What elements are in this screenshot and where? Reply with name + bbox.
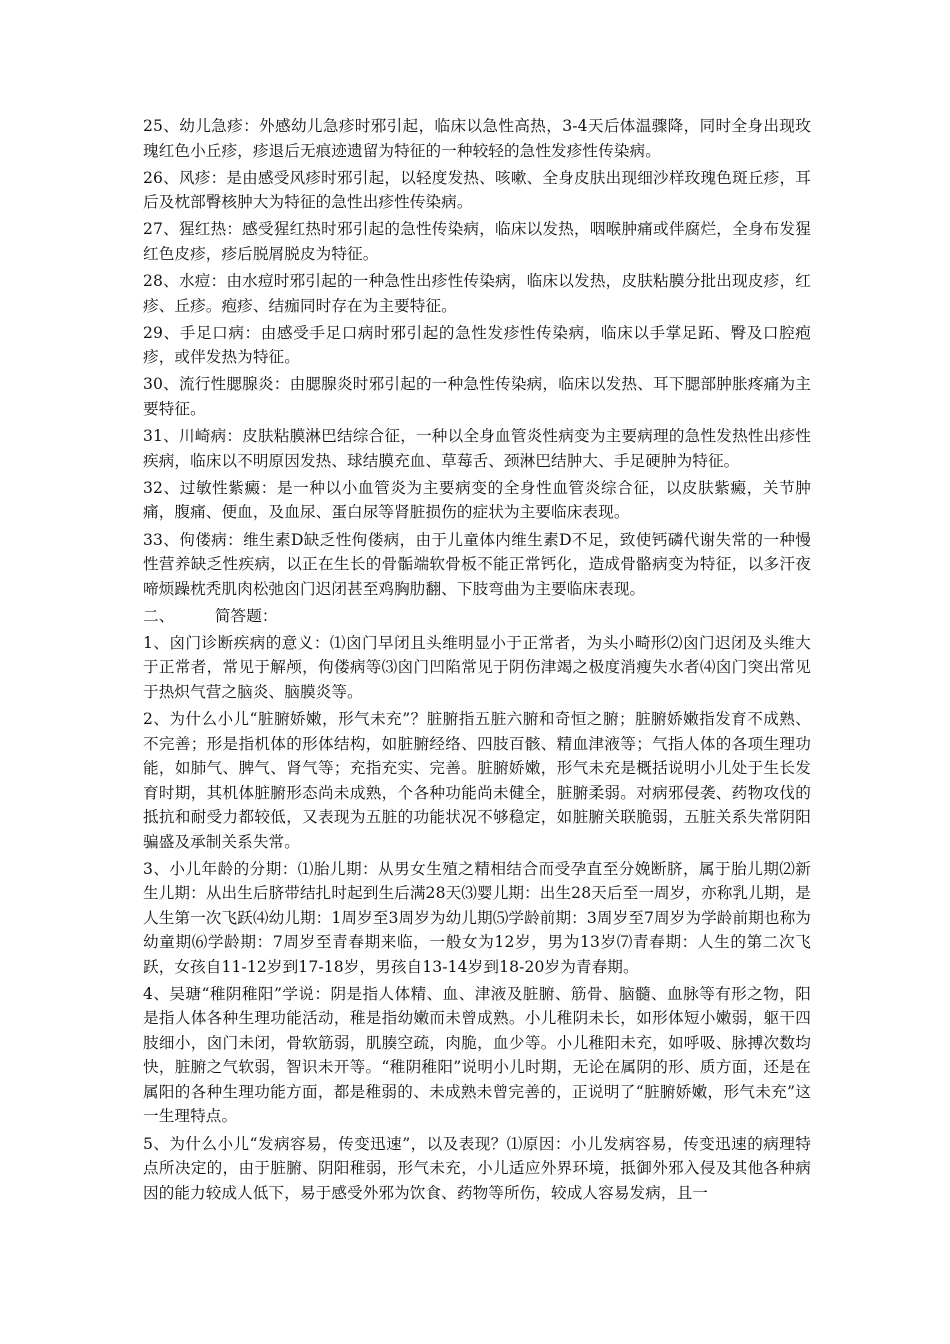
definition-item: 27、猩红热：感受猩红热时邪引起的急性传染病，临床以发热，咽喉肿痛或伴腐烂，全身布发猩红色皮疹，疹后脱屑脱皮为特征。 (143, 220, 811, 263)
section-heading: 二、 简答题： (143, 606, 278, 625)
document-page (143, 114, 811, 1208)
definition-item: 26、风疹：是由感受风疹时邪引起，以轻度发热、咳嗽、全身皮肤出现细沙样玫瑰色斑丘疹，耳后及枕部臀核肿大为特征的急性出疹性传染病。 (143, 168, 811, 212)
definitions-section (143, 114, 811, 601)
definition-item: 33、佝偻病：维生素D缺乏性佝偻病，由于儿童体内维生素D不足，致使钙磷代谢失常的一种慢性营养缺乏性疾病，以正在生长的骨骺端软骨板不能正常钙化，造成骨骼病变为特征，以多汗夜啼烦躁枕秃肌肉松弛囟门迟闭甚至鸡胸肋翻、下肢弯曲为主要临床表现。 (143, 530, 811, 598)
answer-item: 1、囟门诊断疾病的意义：⑴囟门早闭且头维明显小于正常者，为头小畸形⑵囟门迟闭及头维大于正常者，常见于解颅，佝偻病等⑶囟门凹陷常见于阴伤津竭之极度消瘦失水者⑷囟门突出常见于热炽气营之脑炎、脑膜炎等。 (143, 633, 811, 701)
definition-item: 32、过敏性紫癜：是一种以小血管炎为主要病变的全身性血管炎综合征，以皮肤紫癜，关节肿痛，腹痛、便血，及血尿、蛋白尿等肾脏损伤的症状为主要临床表现。 (143, 478, 811, 522)
answer-item: 5、为什么小儿“发病容易，传变迅速”，以及表现？⑴原因：小儿发病容易，传变迅速的病理特点所决定的，由于脏腑、阴阳稚弱，形气未充，小儿适应外界环境，抵御外邪入侵及其他各种病因的能力较成人低下，易于感受外邪为饮食、药物等所伤，较成人容易发病，且一 (143, 1134, 811, 1202)
definition-item: 29、手足口病：由感受手足口病时邪引起的急性发疹性传染病，临床以手掌足跖、臀及口腔疱疹，或伴发热为特征。 (143, 323, 811, 367)
definition-item: 28、水痘：由水痘时邪引起的一种急性出疹性传染病，临床以发热，皮肤粘膜分批出现皮疹，红疹、丘疹。疱疹、结痂同时存在为主要特征。 (143, 272, 811, 315)
definition-item: 30、流行性腮腺炎：由腮腺炎时邪引起的一种急性传染病，临床以发热、耳下腮部肿胀疼痛为主要特征。 (143, 375, 811, 418)
answer-item: 4、吴瑭“稚阴稚阳”学说：阴是指人体精、血、津液及脏腑、筋骨、脑髓、血脉等有形之物，阳是指人体各种生理功能活动，稚是指幼嫩而未曾成熟。小儿稚阴未长，如形体短小嫩弱，躯干四肢细小，囟门未闭，骨软筋弱，肌腠空疏，肉脆，血少等。小儿稚阳未充，如呼吸、脉搏次数均快，脏腑之气软弱，智识未开等。“稚阴稚阳”说明小儿时期，无论在属阴的形、质方面，还是在属阳的各种生理功能方面，都是稚弱的、未成熟未曾完善的，正说明了“脏腑娇嫩，形气未充”这一生理特点。 (143, 984, 811, 1126)
definition-item: 25、幼儿急疹：外感幼儿急疹时邪引起，临床以急性高热，3-4天后体温骤降，同时全身出现玫瑰红色小丘疹，疹退后无痕迹遗留为特征的一种较轻的急性发疹性传染病。 (143, 117, 811, 160)
answer-item: 2、为什么小儿“脏腑娇嫩，形气未充”？脏腑指五脏六腑和奇恒之腑；脏腑娇嫩指发育不成熟、不完善；形是指机体的形体结构，如脏腑经络、四肢百骸、精血津液等；气指人体的各项生理功能，如肺气、脾气、肾气等；充指充实、完善。脏腑娇嫩，形气未充是概括说明小儿处于生长发育时期，其机体脏腑形态尚未成熟，个各种功能尚未健全，脏腑柔弱。对病邪侵袭、药物攻伐的抵抗和耐受力都较低，又表现为五脏的功能状况不够稳定，如脏腑关联脆弱，五脏关系失常阴阳骗盛及承制关系失常。 (143, 710, 811, 851)
answer-item: 3、小儿年龄的分期：⑴胎儿期：从男女生殖之精相结合而受孕直至分娩断脐，属于胎儿期⑵新生儿期：从出生后脐带结扎时起到生后满28天⑶婴儿期：出生28天后至一周岁，亦称乳儿期，是人生第一次飞跃⑷幼儿期：1周岁至3周岁为幼儿期⑸学龄前期：3周岁至7周岁为学龄前期也称为幼童期⑹学龄期：7周岁至青春期来临，一般女为12岁，男为13岁⑺青春期：人生的第二次飞跃，女孩自11-12岁到17-18岁，男孩自13-14岁到18-20岁为青春期。 (143, 859, 811, 976)
definition-item: 31、川崎病：皮肤粘膜淋巴结综合征，一种以全身血管炎性病变为主要病理的急性发热性出疹性疾病，临床以不明原因发热、球结膜充血、草莓舌、颈淋巴结肿大、手足硬肿为特征。 (143, 427, 811, 470)
short-answer-section (143, 631, 811, 1205)
